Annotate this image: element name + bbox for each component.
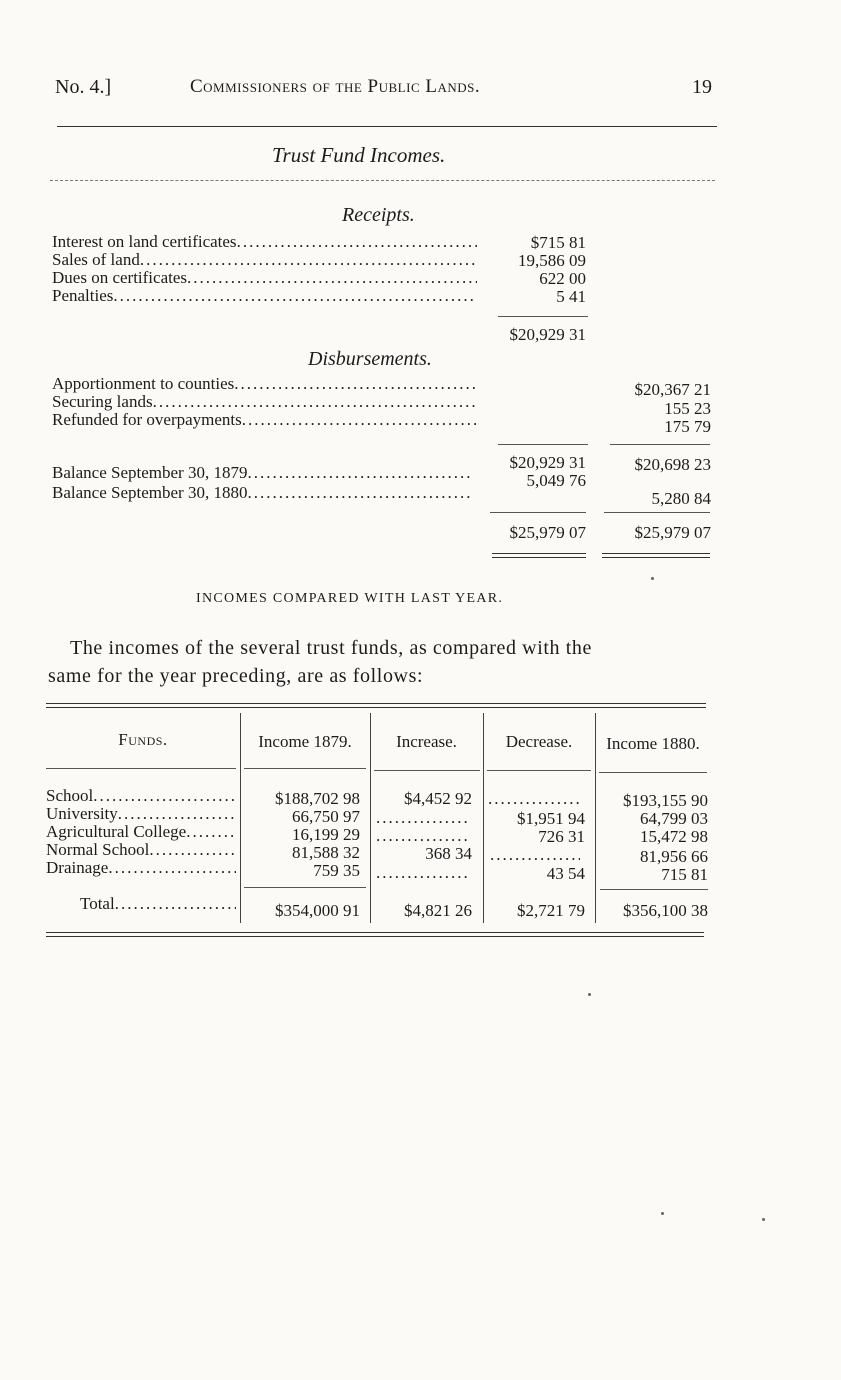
fund-label: Normal School: [46, 840, 150, 859]
column-header-increase: Increase.: [396, 732, 457, 751]
running-title: Commissioners of the Public Lands.: [190, 76, 481, 97]
receipts-sum-rule: [498, 316, 588, 317]
leader-dots: [113, 287, 477, 305]
balance-label: Balance September 30, 1879: [52, 463, 248, 482]
print-speck: [651, 577, 654, 580]
column-header-funds: Funds.: [118, 730, 168, 749]
table-bottom-rule: [46, 932, 704, 937]
leader-dots: [237, 233, 477, 251]
total-rule: [600, 889, 708, 890]
header-underline: [244, 768, 366, 769]
leader-dots: [376, 827, 470, 845]
leader-dots: [488, 790, 582, 808]
fund-name: [46, 805, 236, 823]
header-section-number: No. 4.]: [55, 76, 112, 98]
income-1879-cell: $188,702 98: [275, 789, 360, 808]
receipt-row: [52, 269, 477, 287]
leader-dots: [490, 846, 580, 864]
fund-label: Agricultural College: [46, 822, 187, 841]
disbursements-heading: Disbursements.: [308, 348, 432, 370]
receipt-row: [52, 287, 477, 305]
income-1879-cell: 16,199 29: [292, 825, 360, 844]
balance-row: [52, 484, 472, 502]
income-1880-cell: 715 81: [661, 865, 708, 884]
fund-name: [46, 823, 236, 841]
balance-receipts: 5,049 76: [526, 471, 586, 490]
disbursement-row: [52, 411, 477, 429]
receipts-double-rule: [492, 553, 586, 558]
disbursement-amount: 155 23: [664, 399, 711, 418]
income-1880-cell: 15,472 98: [640, 827, 708, 846]
leader-dots: [376, 809, 470, 827]
total-income-1880: $356,100 38: [623, 901, 708, 920]
increase-cell-empty: [376, 864, 476, 882]
fund-name: [46, 787, 236, 805]
fund-name: [46, 841, 236, 859]
fund-label: Drainage: [46, 858, 109, 877]
receipts-grand-rule: [490, 512, 586, 513]
income-1880-cell: 64,799 03: [640, 809, 708, 828]
leader-dots: [93, 787, 236, 805]
disbursement-label: Apportionment to counties: [52, 374, 235, 393]
disbursement-label: Securing lands: [52, 392, 153, 411]
leader-dots: [118, 805, 236, 823]
total-decrease: $2,721 79: [517, 901, 585, 920]
leader-dots: [376, 864, 470, 882]
disbursement-row: [52, 393, 477, 411]
receipt-amount: $715 81: [530, 233, 586, 252]
paragraph-line-1: The incomes of the several trust funds, as compared with the: [70, 637, 592, 659]
leader-dots: [247, 484, 472, 502]
receipt-amount: 622 00: [539, 269, 586, 288]
disbursements-subtotal: $20,698 23: [634, 455, 711, 474]
receipt-label: Penalties: [52, 286, 114, 305]
header-underline: [374, 770, 480, 771]
comparison-heading: INCOMES COMPARED WITH LAST YEAR.: [196, 591, 504, 606]
decrease-cell: $1,951 94: [517, 809, 585, 828]
header-underline: [487, 770, 591, 771]
header-underline: [599, 772, 707, 773]
receipts-grand-total: $25,979 07: [509, 523, 586, 542]
leader-dots: [153, 393, 477, 411]
receipt-amount: 19,586 09: [518, 251, 586, 270]
column-header-decrease: Decrease.: [505, 732, 573, 751]
total-label: Total: [80, 894, 115, 913]
income-1880-cell: 81,956 66: [640, 847, 708, 866]
balance-disbursements: 5,280 84: [651, 489, 711, 508]
leader-dots: [247, 464, 472, 482]
receipt-label: Interest on land certificates: [52, 232, 237, 251]
receipt-label: Sales of land: [52, 250, 140, 269]
receipt-row: [52, 251, 477, 269]
title-rule: [50, 180, 715, 181]
disbursement-amount: 175 79: [664, 417, 711, 436]
disbursement-amount: $20,367 21: [634, 380, 711, 399]
total-rule: [244, 887, 366, 888]
print-speck: [661, 1212, 664, 1215]
page-number: 19: [692, 76, 712, 98]
section-title: Trust Fund Incomes.: [272, 143, 446, 167]
header-underline: [46, 768, 236, 769]
leader-dots: [234, 375, 477, 393]
paragraph-line-2: same for the year preceding, are as follows:: [48, 665, 424, 687]
decrease-cell: 726 31: [538, 827, 585, 846]
receipts-subtotal-rule: [498, 444, 588, 445]
leader-dots: [186, 823, 236, 841]
income-1879-cell: 759 35: [313, 861, 360, 880]
balance-label: Balance September 30, 1880: [52, 483, 248, 502]
disbursement-label: Refunded for overpayments: [52, 410, 242, 429]
disbursement-row: [52, 375, 477, 393]
table-top-rule: [46, 703, 706, 708]
income-1879-cell: 81,588 32: [292, 843, 360, 862]
increase-cell: 368 34: [425, 844, 472, 863]
receipt-label: Dues on certificates: [52, 268, 187, 287]
disbursements-double-rule: [602, 553, 710, 558]
balance-row: [52, 464, 472, 482]
leader-dots: [108, 859, 236, 877]
column-header-income-1879: Income 1879.: [258, 732, 352, 751]
disbursements-grand-total: $25,979 07: [634, 523, 711, 542]
receipt-amount: 5 41: [556, 287, 586, 306]
fund-label: University: [46, 804, 118, 823]
decrease-cell-empty: [490, 846, 580, 864]
fund-label: School: [46, 786, 94, 805]
column-header-income-1880: Income 1880.: [606, 734, 700, 753]
leader-dots: [187, 269, 477, 287]
increase-cell: $4,452 92: [404, 789, 472, 808]
total-income-1879: $354,000 91: [275, 901, 360, 920]
receipt-row: [52, 233, 477, 251]
leader-dots: [115, 895, 236, 913]
income-1880-cell: $193,155 90: [623, 791, 708, 810]
income-1879-cell: 66,750 97: [292, 807, 360, 826]
receipts-subtotal: $20,929 31: [509, 453, 586, 472]
fund-name: [46, 859, 236, 877]
total-row-label: [80, 895, 236, 913]
leader-dots: [149, 841, 236, 859]
decrease-cell: 43 54: [546, 864, 585, 883]
print-speck: [588, 993, 591, 996]
increase-cell-empty: [376, 827, 476, 845]
disbursements-subtotal-rule: [610, 444, 710, 445]
print-speck: [762, 1218, 765, 1221]
disbursements-grand-rule: [604, 512, 710, 513]
receipts-total: $20,929 31: [509, 325, 586, 344]
leader-dots: [242, 411, 477, 429]
receipts-heading: Receipts.: [342, 204, 415, 226]
decrease-cell-empty: [488, 790, 588, 808]
header-rule: [57, 126, 717, 127]
leader-dots: [140, 251, 477, 269]
increase-cell-empty: [376, 809, 476, 827]
total-increase: $4,821 26: [404, 901, 472, 920]
